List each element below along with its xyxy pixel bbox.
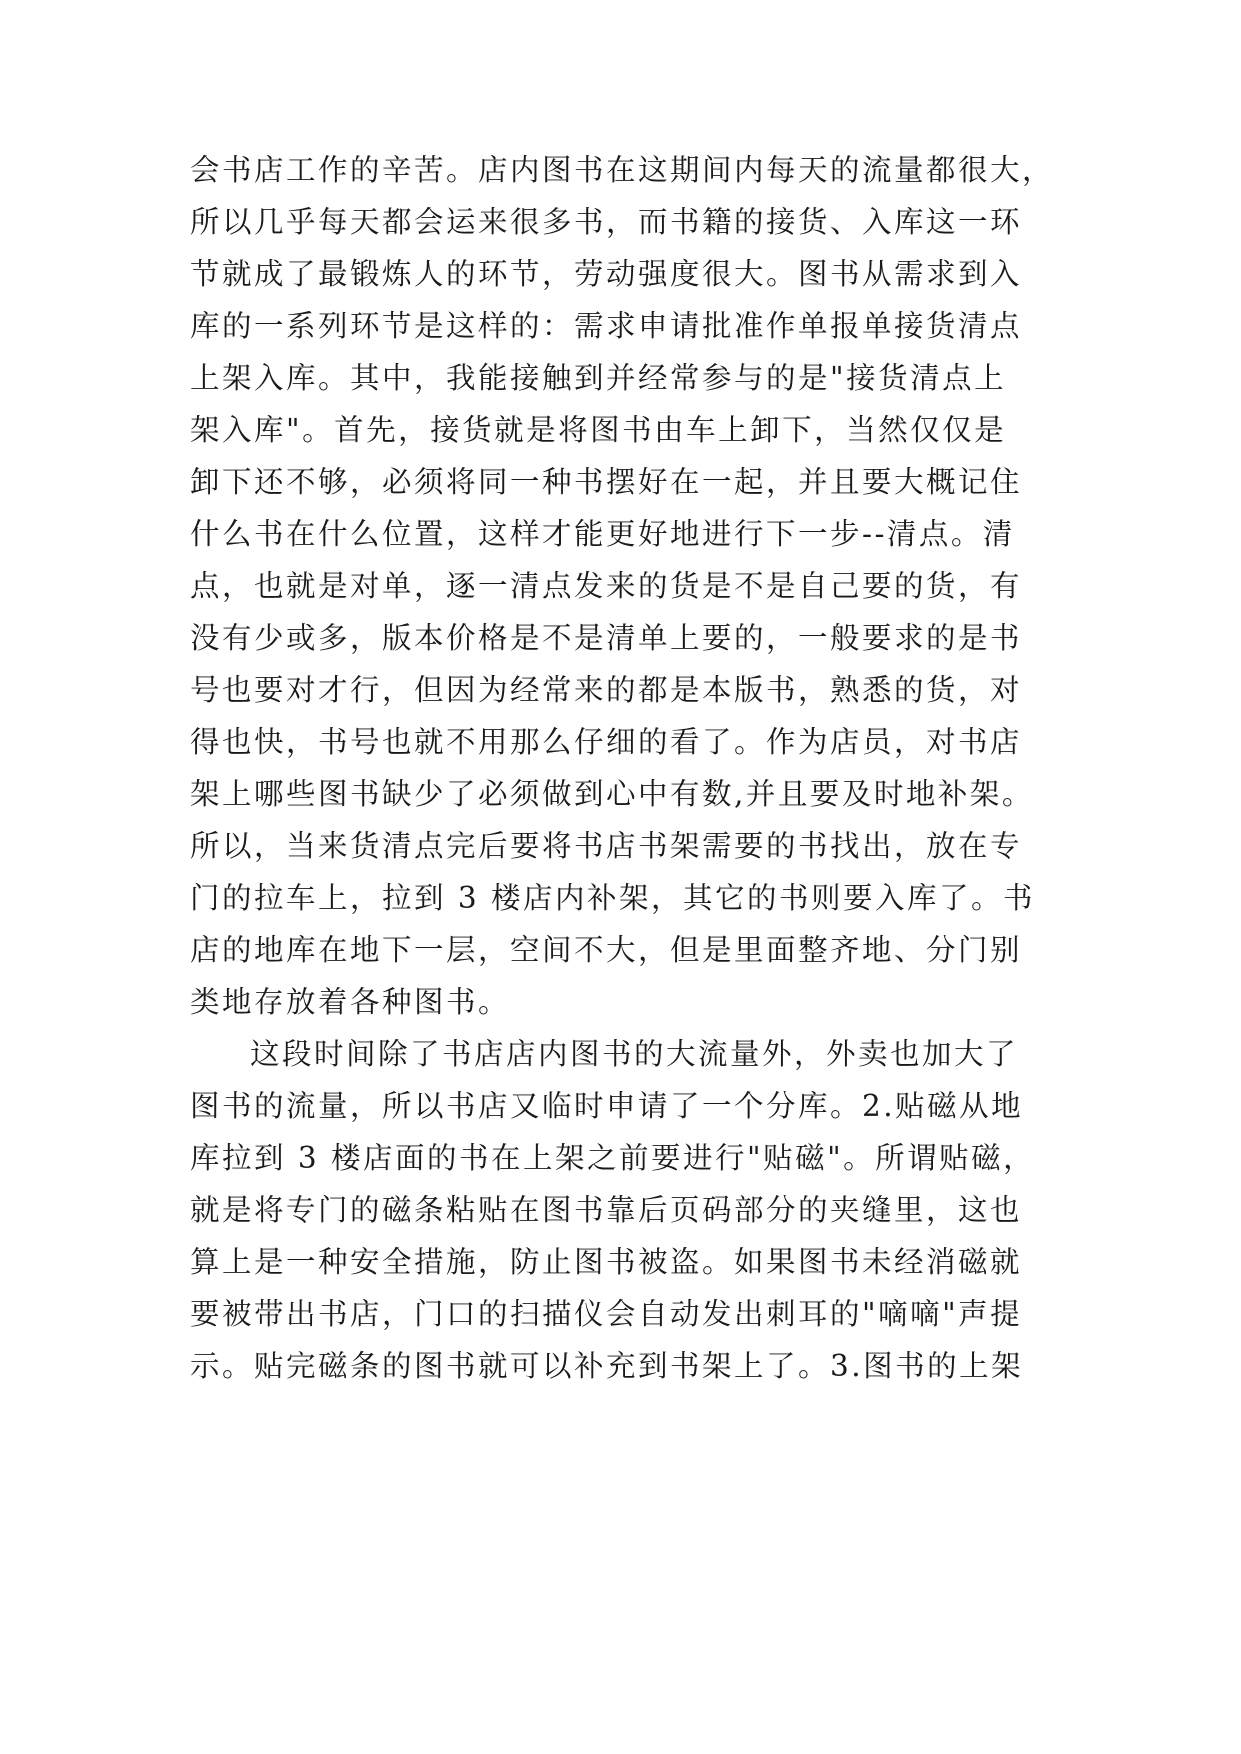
text-line: 号也要对才行，但因为经常来的都是本版书，熟悉的货，对: [190, 673, 1023, 707]
text-line: 门的拉车上，拉到 3 楼店内补架，其它的书则要入库了。书: [190, 881, 1036, 915]
text-line: 示。贴完磁条的图书就可以补充到书架上了。3.图书的上架: [190, 1349, 1024, 1383]
text-line: 算上是一种安全措施，防止图书被盗。如果图书未经消磁就: [190, 1245, 1023, 1279]
text-line: 类地存放着各种图书。: [190, 985, 511, 1019]
text-line: 图书的流量，所以书店又临时申请了一个分库。2.贴磁从地: [190, 1089, 1024, 1123]
text-line: 所以几乎每天都会运来很多书，而书籍的接货、入库这一环: [190, 205, 1023, 239]
text-line: 库拉到 3 楼店面的书在上架之前要进行"贴磁"。所谓贴磁，: [190, 1141, 1036, 1175]
text-line: 所以，当来货清点完后要将书店书架需要的书找出，放在专: [190, 829, 1023, 863]
text-line: 卸下还不够，必须将同一种书摆好在一起，并且要大概记住: [190, 465, 1023, 499]
text-line: 架上哪些图书缺少了必须做到心中有数,并且要及时地补架。: [190, 777, 1034, 811]
text-line: 会书店工作的辛苦。店内图书在这期间内每天的流量都很大，: [190, 153, 1055, 187]
text-line: 什么书在什么位置，这样才能更好地进行下一步--清点。清: [190, 517, 1015, 551]
text-line: 点，也就是对单，逐一清点发来的货是不是自己要的货，有: [190, 569, 1023, 603]
text-line: 店的地库在地下一层，空间不大，但是里面整齐地、分门别: [190, 933, 1023, 967]
text-line: 上架入库。其中，我能接触到并经常参与的是"接货清点上: [190, 361, 1007, 395]
text-line: 这段时间除了书店店内图书的大流量外，外卖也加大了: [250, 1037, 1019, 1071]
text-line: 库的一系列环节是这样的：需求申请批准作单报单接货清点: [190, 309, 1023, 343]
text-line: 就是将专门的磁条粘贴在图书靠后页码部分的夹缝里，这也: [190, 1193, 1023, 1227]
text-line: 要被带出书店，门口的扫描仪会自动发出刺耳的"嘀嘀"声提: [190, 1297, 1023, 1331]
text-line: 没有少或多，版本价格是不是清单上要的，一般要求的是书: [190, 621, 1023, 655]
text-line: 得也快，书号也就不用那么仔细的看了。作为店员，对书店: [190, 725, 1023, 759]
text-line: 架入库"。首先，接货就是将图书由车上卸下，当然仅仅是: [190, 413, 1007, 447]
text-line: 节就成了最锻炼人的环节，劳动强度很大。图书从需求到入: [190, 257, 1023, 291]
